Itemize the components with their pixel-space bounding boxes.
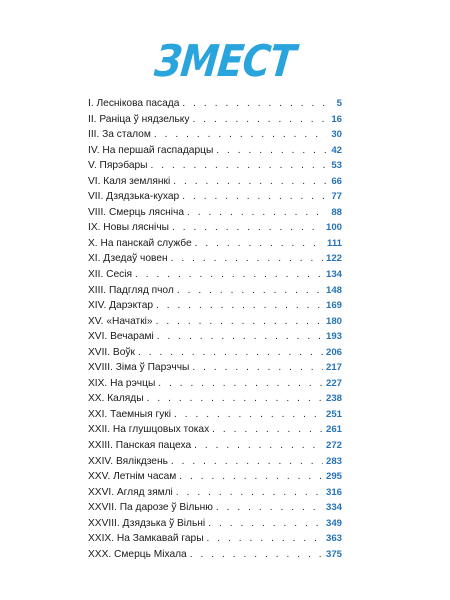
toc-entry	[88, 205, 342, 221]
toc-leader-dots	[192, 112, 327, 128]
toc-entry	[88, 391, 342, 407]
toc-leader-dots	[177, 283, 323, 299]
toc-entry	[88, 469, 342, 485]
toc-entry-title: XXI. Таемныя гукі	[88, 408, 172, 420]
toc-entry-page-number: 111	[327, 237, 342, 249]
toc-entry	[88, 407, 342, 423]
toc-entry	[88, 531, 342, 547]
toc-entry	[88, 251, 342, 267]
toc-entry-title: XI. Дзедаў човен	[88, 253, 168, 265]
toc-entry-title: XVIII. Зіма ў Парэччы	[88, 362, 190, 374]
toc-entry	[88, 158, 342, 174]
toc-entry-title: XVI. Вечарамі	[88, 331, 154, 343]
toc-leader-dots	[179, 469, 323, 485]
toc-leader-dots	[216, 143, 327, 159]
toc-entry-title: IV. На першай гаспадарцы	[88, 144, 214, 156]
toc-entry-title: XXIII. Панская пацеха	[88, 440, 192, 452]
toc-entry	[88, 329, 342, 345]
toc-leader-dots	[195, 236, 324, 252]
toc-title: ЗМЕСТ	[152, 35, 298, 87]
toc-entry-title: IX. Новы ляснічы	[88, 222, 169, 234]
toc-entry	[88, 422, 342, 438]
toc-leader-dots	[176, 485, 323, 501]
toc-entry-title: XII. Сесія	[88, 269, 133, 281]
toc-entry-page-number: 193	[325, 331, 342, 343]
toc-leader-dots	[190, 547, 323, 563]
toc-entry	[88, 267, 342, 283]
toc-entry	[88, 500, 342, 516]
toc-entry-title: XX. Каляды	[88, 393, 144, 405]
toc-entry-page-number: 295	[325, 471, 342, 483]
toc-leader-dots	[182, 96, 327, 112]
toc-entry-title: XXII. На глушцовых токах	[88, 424, 210, 436]
toc-entry	[88, 283, 342, 299]
toc-leader-dots	[171, 251, 323, 267]
toc-entry-page-number: 272	[325, 440, 342, 452]
toc-entry-page-number: 251	[325, 408, 342, 420]
toc-list	[88, 96, 342, 562]
toc-entry-page-number: 363	[325, 533, 342, 545]
toc-entry-title: XIV. Дарэктар	[88, 300, 154, 312]
toc-leader-dots	[135, 267, 323, 283]
toc-entry-title: II. Раніца ў нядзельку	[88, 113, 190, 125]
toc-entry	[88, 376, 342, 392]
toc-entry-page-number: 316	[325, 486, 342, 498]
toc-entry-title: XXIV. Вялікдзень	[88, 455, 168, 467]
toc-leader-dots	[156, 298, 323, 314]
toc-entry-title: VII. Дзядзька-кухар	[88, 191, 180, 203]
toc-entry-page-number: 238	[325, 393, 342, 405]
toc-entry-page-number: 122	[325, 253, 342, 265]
toc-entry-page-number: 169	[325, 300, 342, 312]
toc-leader-dots	[158, 376, 323, 392]
toc-entry-page-number: 227	[325, 377, 342, 389]
toc-entry	[88, 174, 342, 190]
toc-entry	[88, 298, 342, 314]
toc-entry-page-number: 30	[331, 129, 342, 141]
toc-entry-page-number: 53	[331, 160, 342, 172]
toc-entry-page-number: 77	[331, 191, 342, 203]
toc-leader-dots	[173, 174, 327, 190]
toc-entry	[88, 236, 342, 252]
toc-leader-dots	[208, 516, 323, 532]
toc-entry	[88, 454, 342, 470]
toc-leader-dots	[187, 205, 327, 221]
toc-entry-page-number: 100	[325, 222, 342, 234]
toc-entry	[88, 516, 342, 532]
toc-entry-title: XV. «Начаткі»	[88, 315, 153, 327]
toc-leader-dots	[192, 360, 323, 376]
toc-leader-dots	[138, 345, 323, 361]
toc-entry-page-number: 283	[325, 455, 342, 467]
toc-entry	[88, 485, 342, 501]
toc-entry-title: XXVI. Агляд зямлі	[88, 486, 173, 498]
toc-entry	[88, 143, 342, 159]
toc-leader-dots	[150, 158, 327, 174]
toc-entry-title: I. Леснікова пасада	[88, 98, 180, 109]
toc-entry	[88, 112, 342, 128]
toc-entry	[88, 220, 342, 236]
toc-entry-page-number: 217	[325, 362, 342, 374]
toc-entry-title: X. На панскай службе	[88, 237, 192, 249]
toc-leader-dots	[156, 314, 323, 330]
toc-leader-dots	[212, 422, 323, 438]
toc-entry-title: XVII. Воўк	[88, 346, 135, 358]
toc-leader-dots	[172, 220, 323, 236]
toc-entry-title: XXIX. На Замкавай гары	[88, 533, 204, 545]
toc-entry-title: XIII. Падгляд пчол	[88, 284, 174, 296]
toc-entry-title: XXX. Смерць Міхала	[88, 548, 187, 560]
toc-entry-page-number: 66	[331, 175, 342, 187]
toc-entry-page-number: 180	[325, 315, 342, 327]
toc-entry	[88, 345, 342, 361]
toc-leader-dots	[174, 407, 323, 423]
toc-leader-dots	[207, 531, 323, 547]
toc-leader-dots	[216, 500, 323, 516]
toc-entry-page-number: 261	[325, 424, 342, 436]
toc-entry-title: III. За сталом	[88, 129, 151, 141]
toc-entry-title: XXV. Летнім часам	[88, 471, 177, 483]
toc-entry	[88, 547, 342, 563]
toc-entry-page-number: 334	[325, 502, 342, 514]
toc-entry	[88, 314, 342, 330]
toc-entry-page-number: 148	[325, 284, 342, 296]
toc-entry-page-number: 5	[336, 98, 342, 109]
toc-entry-title: XXVIII. Дзядзька ў Вільні	[88, 517, 206, 529]
toc-leader-dots	[171, 454, 323, 470]
toc-entry-page-number: 349	[325, 517, 342, 529]
toc-entry-title: V. Пярэбары	[88, 160, 148, 172]
toc-entry-page-number: 16	[331, 113, 342, 125]
toc-entry-page-number: 42	[331, 144, 342, 156]
toc-entry-title: XIX. На рэчцы	[88, 377, 156, 389]
toc-leader-dots	[154, 127, 327, 143]
toc-entry	[88, 96, 342, 112]
toc-heading	[0, 35, 450, 87]
toc-entry	[88, 189, 342, 205]
toc-entry-title: XXVII. Па дарозе ў Вільню	[88, 502, 213, 514]
toc-entry-page-number: 134	[325, 269, 342, 281]
toc-leader-dots	[147, 391, 323, 407]
toc-entry-title: VI. Каля землянкі	[88, 175, 171, 187]
toc-entry-title: VIII. Смерць лясніча	[88, 206, 185, 218]
toc-entry-page-number: 375	[325, 548, 342, 560]
toc-entry	[88, 127, 342, 143]
toc-leader-dots	[194, 438, 323, 454]
toc-leader-dots	[182, 189, 327, 205]
toc-entry-page-number: 88	[331, 206, 342, 218]
toc-leader-dots	[157, 329, 323, 345]
toc-entry	[88, 360, 342, 376]
toc-entry	[88, 438, 342, 454]
toc-entry-page-number: 206	[325, 346, 342, 358]
